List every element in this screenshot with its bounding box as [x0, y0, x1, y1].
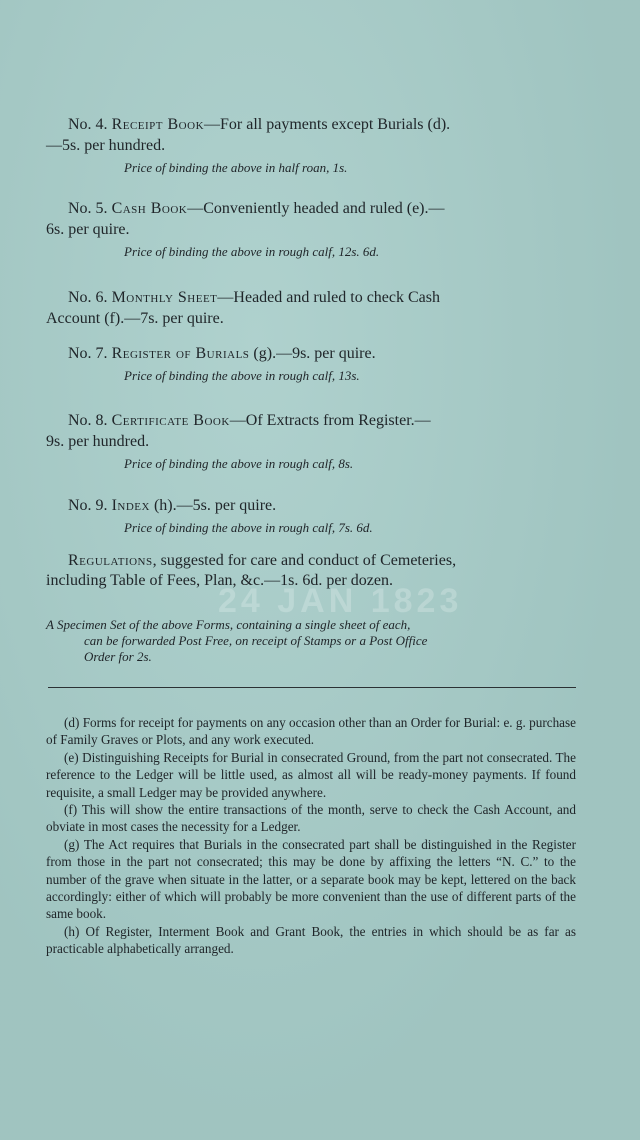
entry-continuation: —5s. per hundred. — [46, 137, 166, 154]
entry-continuation: 9s. per hundred. — [46, 433, 150, 450]
entry-number: No. 4. — [68, 116, 108, 133]
entry-description: —For all payments except Burials (d). — [204, 116, 451, 133]
specimen-line-1: A Specimen Set of the above Forms, containing a single sheet of each, — [46, 617, 411, 632]
entry-binding-price: Price of binding the above in rough calf, 7s. 6d. — [124, 520, 373, 535]
horizontal-divider — [48, 687, 576, 688]
entry-receipt-book — [46, 114, 573, 176]
specimen-line-2: can be forwarded Post Free, on receipt of Stamps or a Post Office — [84, 633, 428, 648]
footnote-h: (h) Of Register, Interment Book and Grant Book, the entries in which should be as far as practicable alphabetically arranged. — [46, 923, 576, 957]
entry-title: Monthly Sheet — [111, 289, 218, 306]
entry-certificate-book — [46, 410, 573, 472]
footnote-e: (e) Distinguishing Receipts for Burial in consecrated Ground, from the part not consecrated. The reference to the Ledger will be little used, as almost all will be ready-money payments. If found requisite, a small Ledger may be provided anywhere. — [46, 749, 576, 800]
entry-description: (h).—5s. per quire. — [149, 497, 277, 514]
entry-binding-price: Price of binding the above in half roan, 1s. — [124, 160, 348, 175]
entry-title: Index — [111, 497, 150, 514]
entry-number: No. 8. — [68, 412, 108, 429]
specimen-line-3: Order for 2s. — [84, 649, 152, 664]
specimen-notice — [46, 617, 586, 665]
entry-title: Receipt Book — [111, 116, 205, 133]
entry-number: No. 7. — [68, 345, 108, 362]
regulations-title: Regulations — [68, 552, 153, 569]
entry-cash-book — [46, 198, 573, 260]
entry-binding-price: Price of binding the above in rough calf, 12s. 6d. — [124, 244, 380, 259]
entry-monthly-sheet — [46, 287, 573, 329]
entry-description: —Headed and ruled to check Cash — [217, 289, 440, 306]
entry-number: No. 6. — [68, 289, 108, 306]
entry-index — [68, 495, 573, 536]
entry-continuation: 6s. per quire. — [46, 221, 130, 238]
entry-title: Register of Burials — [111, 345, 250, 362]
entry-binding-price: Price of binding the above in rough calf, 13s. — [124, 368, 360, 383]
faded-date-stamp: 24 JAN 1823 — [218, 582, 463, 620]
entry-title: Certificate Book — [111, 412, 230, 429]
footnote-f: (f) This will show the entire transactions of the month, serve to check the Cash Account, and obviate in most cases the necessity for a Ledger. — [46, 802, 576, 835]
footnotes — [46, 714, 576, 958]
entry-description: (g).—9s. per quire. — [249, 345, 376, 362]
entry-binding-price: Price of binding the above in rough calf, 8s. — [124, 456, 354, 471]
footnote-d: (d) Forms for receipt for payments on any occasion other than an Order for Burial: e. g. purchase of Family Graves or Plots, and any work executed. — [46, 715, 576, 748]
regulations-continuation: including Table of Fees, Plan, &c.—1s. 6d. per dozen. — [46, 572, 393, 589]
entry-register-of-burials — [68, 343, 573, 384]
footnote-g: (g) The Act requires that Burials in the consecrated part shall be distinguished in the Register from those in the part not consecrated; this may be done by affixing the letters “N. C.” to the number of the grave when situate in the latter, or a separate book may be kept, lettered on the back accordingly: either of which will probably be more convenient than the use of different parts of the same book. — [46, 836, 576, 922]
entry-number: No. 9. — [68, 497, 108, 514]
entry-continuation: Account (f).—7s. per quire. — [46, 310, 224, 327]
entry-title: Cash Book — [111, 200, 188, 217]
regulations-entry — [46, 551, 576, 591]
entry-description: —Of Extracts from Register.— — [229, 412, 431, 429]
regulations-description: , suggested for care and conduct of Cemeteries, — [152, 552, 457, 569]
entry-number: No. 5. — [68, 200, 108, 217]
entry-description: —Conveniently headed and ruled (e).— — [187, 200, 445, 217]
